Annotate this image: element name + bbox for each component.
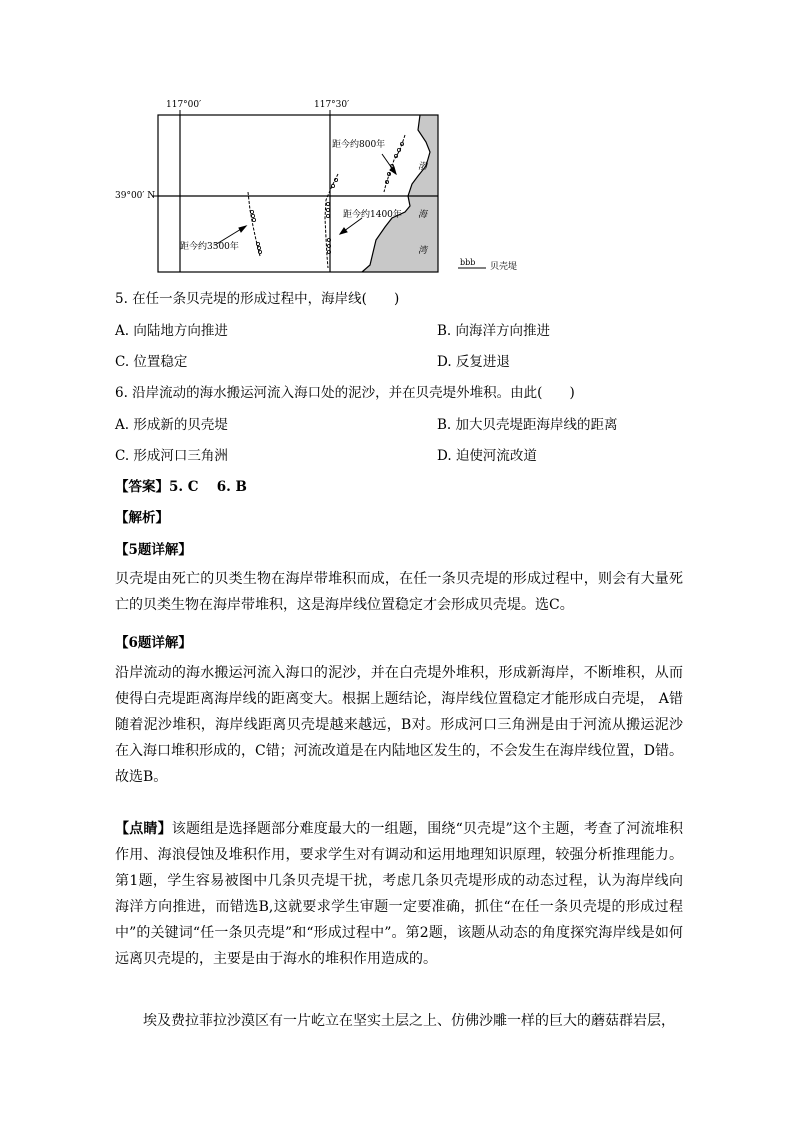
answer-line: 【答案】5. C 6. B <box>115 479 247 495</box>
q5-option-a: A. 向陆地方向推进 <box>115 323 228 339</box>
q6-option-b: B. 加大贝壳堤距海岸线的距离 <box>437 417 618 433</box>
q6-option-d: D. 迫使河流改道 <box>437 448 537 464</box>
q6-option-c: C. 形成河口三角洲 <box>115 448 228 464</box>
q5-detail-text: 贝壳堤由死亡的贝类生物在海岸带堆积而成，在任一条贝壳堤的形成过程中，则会有大量死亡的贝类生物在海岸带堆积，这是海岸线位置稳定才会形成贝壳堤。选C。 <box>115 571 683 613</box>
q5-option-d: D. 反复进退 <box>437 354 510 370</box>
question-6-stem: 6. 沿岸流动的海水搬运河流入海口处的泥沙，并在贝壳堤外堆积。由此( ) <box>115 385 575 401</box>
dianjing-block <box>115 816 683 972</box>
lon-label-117-00: 117°00′ <box>166 100 202 110</box>
lat-label-39-00: 39°00′ N <box>115 191 156 201</box>
q6-option-a: A. 形成新的贝壳堤 <box>115 417 228 433</box>
dianjing-text: 该题组是选择题部分难度最大的一组题，围绕“贝壳堤”这个主题，考查了河流堆积作用、海浪侵蚀及堆积作用，要求学生对有调动和运用地理知识原理，较强分析推理能力。第1题，学生容易被图中几条贝壳堤干扰，考虑几条贝壳堤形成的动态过程，认为海岸线向海洋方向推进，而错选B,这就要求学生审题一定要准确，抓住“在任一条贝壳堤的形成过程中”的关键词“任一条贝壳堤”和“形成过程中”。第2题，该题从动态的角度探究海岸线是如何远离贝壳堤的，主要是由于海水的堆积作用造成的。 <box>115 821 684 967</box>
question-5-stem: 5. 在任一条贝壳堤的形成过程中，海岸线( ) <box>115 291 400 307</box>
sea-label-3: 湾 <box>418 246 428 256</box>
q6-detail-text: 沿岸流动的海水搬运河流入海口的泥沙，并在白壳堤外堆积，形成新海岸，不断堆积，从而使得白壳堤距离海岸线的距离变大。根据上题结论，海岸线位置稳定才能形成白壳堤， A错随着泥沙堆积，海岸线距离贝壳堤越来越远，B对。形成河口三角洲是由于河流从搬运泥沙在入海口堆积形成的，C错；河流改道是在内陆地区发生的，不会发生在海岸线位置，D错。故选B。 <box>115 665 683 785</box>
q5-detail-title: 【5题详解】 <box>115 542 192 558</box>
arrows <box>215 154 396 245</box>
map-graphic <box>100 100 560 280</box>
dianjing-title: 【点睛】 <box>115 821 172 837</box>
sea-label-2: 海 <box>418 210 428 220</box>
label-3500-years: 距今约3500年 <box>180 242 239 252</box>
next-question-intro: 埃及费拉菲拉沙漠区有一片屹立在坚实土层之上、仿佛沙雕一样的巨大的蘑菇群岩层， <box>143 1013 675 1029</box>
lon-label-117-30: 117°30′ <box>314 100 350 110</box>
legend-label: 贝壳堤 <box>490 262 518 272</box>
shell-ridge-1400 <box>325 174 338 268</box>
sea-label-1: 渤 <box>418 162 428 172</box>
q5-option-b: B. 向海洋方向推进 <box>437 323 551 339</box>
label-1400-years: 距今约1400年 <box>343 210 402 220</box>
q5-option-c: C. 位置稳定 <box>115 354 188 370</box>
shell-ridge-map <box>100 100 560 280</box>
q6-detail-title: 【6题详解】 <box>115 635 192 651</box>
legend-symbol: bbb <box>460 258 476 267</box>
label-800-years: 距今约800年 <box>332 140 386 150</box>
analysis-title: 【解析】 <box>115 510 169 526</box>
